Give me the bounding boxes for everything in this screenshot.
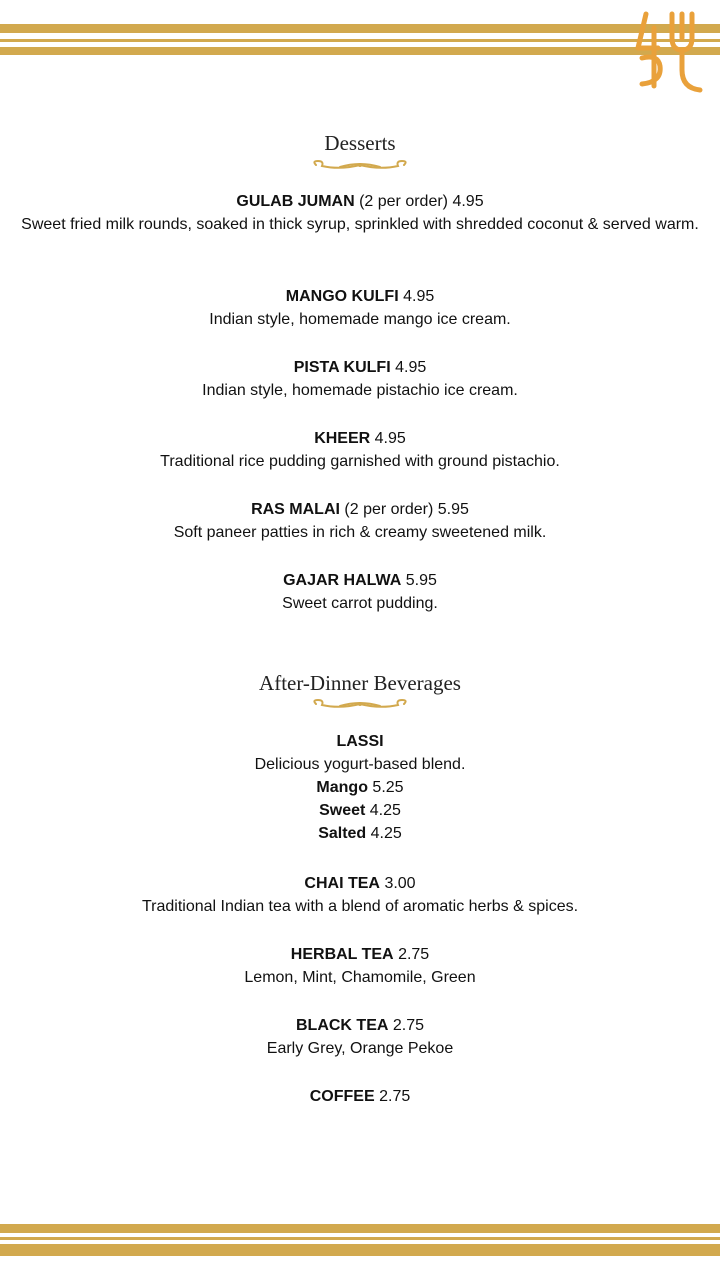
flourish-divider-icon bbox=[310, 697, 410, 711]
border-line bbox=[0, 47, 720, 55]
desserts-title: Desserts bbox=[324, 131, 396, 155]
flourish-divider-icon bbox=[310, 158, 410, 172]
item-description: Sweet carrot pudding. bbox=[282, 595, 438, 612]
item-description: Traditional Indian tea with a blend of aromatic herbs & spices. bbox=[141, 898, 579, 915]
item-price: 5.95 bbox=[405, 572, 437, 589]
top-border-band bbox=[0, 20, 720, 56]
item-description: Lemon, Mint, Chamomile, Green bbox=[244, 969, 476, 986]
beverages-title: After-Dinner Beverages bbox=[259, 671, 461, 695]
lassi-option bbox=[20, 822, 700, 845]
lassi-option bbox=[20, 776, 700, 799]
option-price: 4.25 bbox=[369, 802, 401, 819]
border-line bbox=[0, 24, 720, 33]
item-name: KHEER bbox=[314, 430, 371, 447]
lassi-option bbox=[20, 799, 700, 822]
border-line bbox=[0, 1224, 720, 1233]
item-description: Sweet fried milk rounds, soaked in thick syrup, sprinkled with shredded coconut & served warm. bbox=[21, 216, 699, 233]
item-description: Indian style, homemade mango ice cream. bbox=[209, 311, 511, 328]
option-name: Mango bbox=[316, 779, 368, 796]
item-name: CHAI TEA bbox=[304, 875, 380, 892]
option-price: 4.25 bbox=[370, 825, 402, 842]
item-description: Indian style, homemade pistachio ice cream. bbox=[202, 382, 518, 399]
menu-item-lassi bbox=[20, 730, 700, 845]
fork-knife-logo-icon bbox=[632, 8, 704, 96]
border-line bbox=[0, 1237, 720, 1240]
menu-item bbox=[20, 356, 700, 402]
item-name: COFFEE bbox=[309, 1088, 375, 1105]
menu-item bbox=[20, 190, 700, 236]
item-price: 5.95 bbox=[437, 501, 469, 518]
border-line bbox=[0, 39, 720, 42]
item-price: 4.95 bbox=[374, 430, 406, 447]
item-name: MANGO KULFI bbox=[285, 288, 399, 305]
menu-item bbox=[20, 427, 700, 473]
item-name: GULAB JUMAN bbox=[236, 193, 355, 210]
item-name: BLACK TEA bbox=[295, 1017, 389, 1034]
menu-item bbox=[20, 1014, 700, 1060]
menu-item bbox=[20, 285, 700, 331]
border-line bbox=[0, 1244, 720, 1256]
item-description: Early Grey, Orange Pekoe bbox=[266, 1040, 454, 1057]
option-price: 5.25 bbox=[372, 779, 404, 796]
item-note: (2 per order) bbox=[359, 193, 448, 210]
option-name: Salted bbox=[318, 825, 367, 842]
item-description: Traditional rice pudding garnished with ground pistachio. bbox=[160, 453, 560, 470]
option-name: Sweet bbox=[319, 802, 366, 819]
item-description: Soft paneer patties in rich & creamy sweetened milk. bbox=[173, 524, 547, 541]
item-price: 3.00 bbox=[384, 875, 416, 892]
item-note: (2 per order) bbox=[344, 501, 434, 518]
item-description: Delicious yogurt-based blend. bbox=[254, 756, 466, 773]
menu-item bbox=[20, 872, 700, 918]
bottom-border-band bbox=[0, 1224, 720, 1260]
item-name: GAJAR HALWA bbox=[283, 572, 402, 589]
menu-item bbox=[20, 1085, 700, 1108]
menu-item bbox=[20, 943, 700, 989]
item-name: HERBAL TEA bbox=[290, 946, 394, 963]
item-name: LASSI bbox=[336, 733, 384, 750]
item-price: 4.95 bbox=[452, 193, 484, 210]
menu-item bbox=[20, 498, 700, 544]
item-price: 4.95 bbox=[403, 288, 435, 305]
item-price: 2.75 bbox=[392, 1017, 425, 1034]
item-price: 2.75 bbox=[398, 946, 430, 963]
item-price: 4.95 bbox=[395, 359, 427, 376]
item-price: 2.75 bbox=[379, 1088, 411, 1105]
item-name: PISTA KULFI bbox=[293, 359, 391, 376]
item-name: RAS MALAI bbox=[251, 501, 340, 518]
menu-item bbox=[20, 569, 700, 615]
